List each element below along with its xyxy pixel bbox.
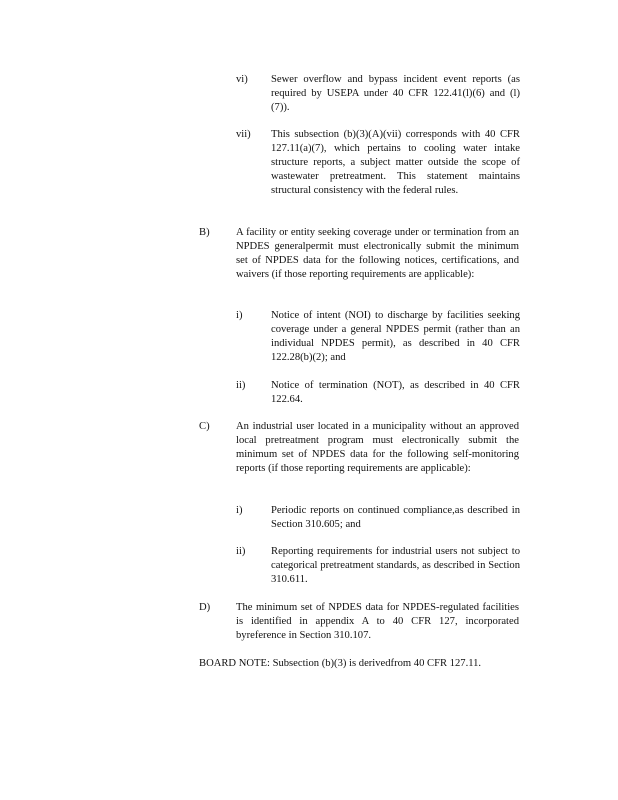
- item-text: Notice of intent (NOI) to discharge by facilities seeking coverage under a general NPDES permit (rather than an individual NPDES permit), as described in 40 CFR 122.28(b)(2); and: [271, 310, 520, 363]
- item-marker: C): [199, 421, 210, 432]
- item-text: This subsection (b)(3)(A)(vii) corresponds with 40 CFR 127.11(a)(7), which pertains to cooling water intake structure reports, a subject matter outside the scope of wastewater pretreatment. This statement maintains structural consistency with the federal rules.: [271, 129, 520, 196]
- item-text: Periodic reports on continued compliance,as described in Section 310.605; and: [271, 505, 520, 530]
- item-text: Notice of termination (NOT), as described in 40 CFR 122.64.: [271, 380, 520, 405]
- item-text: The minimum set of NPDES data for NPDES-regulated facilities is identified in appendix A to 40 CFR 127, incorporated byreference in Section 310.107.: [236, 602, 519, 641]
- item-text: An industrial user located in a municipality without an approved local pretreatment program must electronically submit the minimum set of NPDES data for the following self-monitoring reports (if those reporting requirements are applicable):: [236, 421, 519, 474]
- item-marker: D): [199, 602, 211, 613]
- item-marker: ii): [236, 380, 246, 391]
- item-text: A facility or entity seeking coverage under or termination from an NPDES generalpermit must electronically submit the minimum set of NPDES data for the following notices, certifications, and waivers (if those reporting requirements are applicable):: [236, 227, 519, 280]
- item-marker: vii): [236, 129, 251, 140]
- board-note: BOARD NOTE: Subsection (b)(3) is derivedfrom 40 CFR 127.11.: [199, 658, 482, 669]
- item-marker: i): [236, 505, 243, 516]
- item-marker: i): [236, 310, 243, 321]
- item-marker: B): [199, 227, 210, 238]
- item-marker: vi): [236, 74, 248, 85]
- item-text: Reporting requirements for industrial users not subject to categorical pretreatment standards, as described in Section 310.611.: [271, 546, 520, 585]
- item-text: Sewer overflow and bypass incident event reports (as required by USEPA under 40 CFR 122.41(l)(6) and (l)(7)).: [271, 74, 520, 113]
- item-marker: ii): [236, 546, 246, 557]
